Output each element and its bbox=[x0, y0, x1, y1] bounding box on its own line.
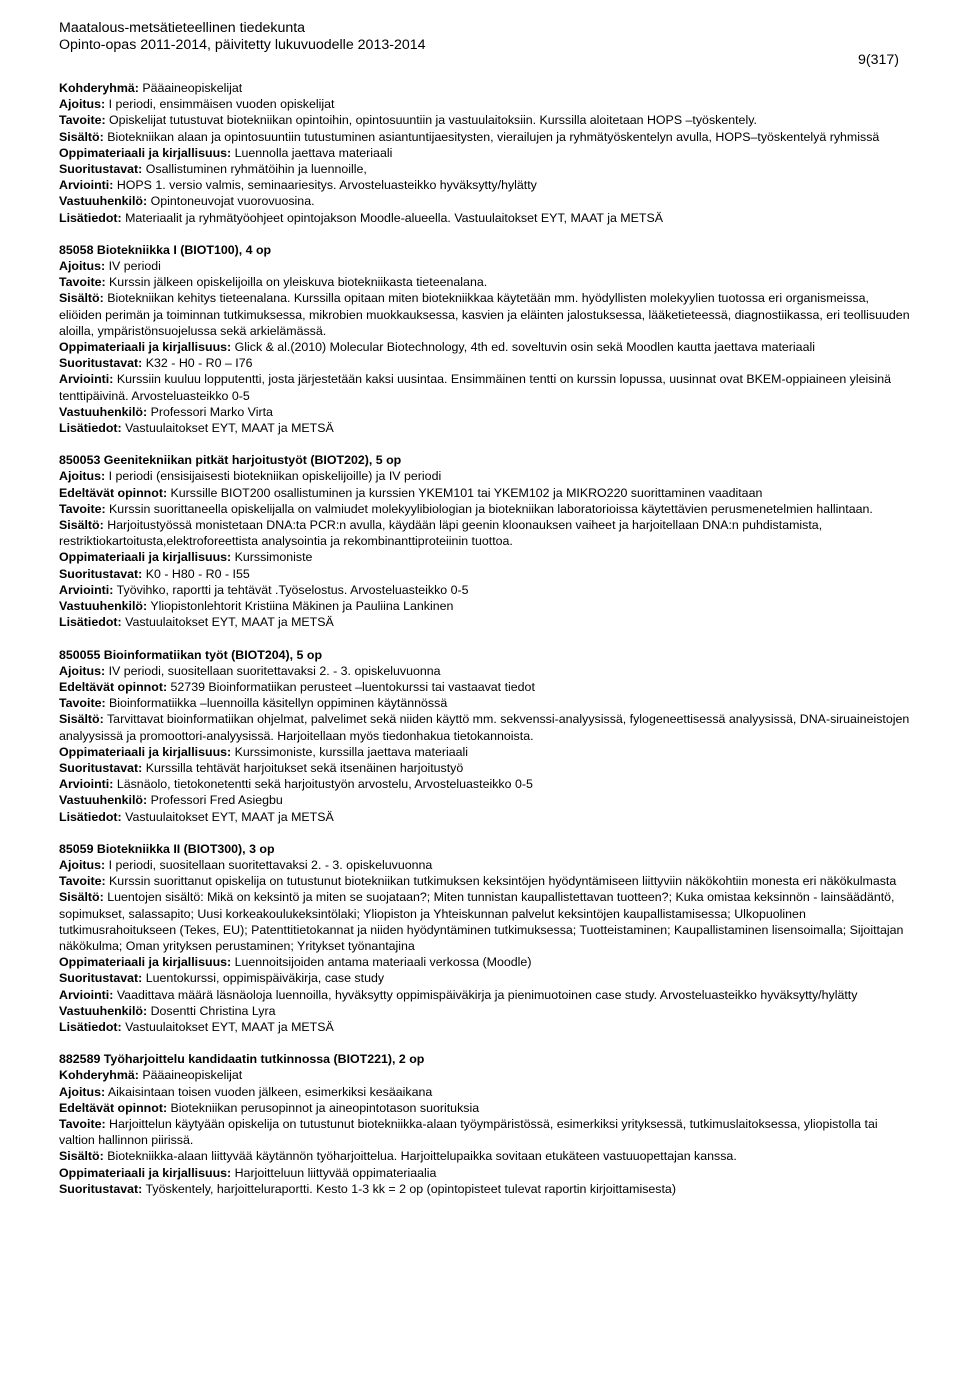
field-value: Biotekniikka-alaan liittyvää käytännön työharjoittelua. Harjoittelupaikka sovitaan etukäteen vastuuopettajan kanssa. bbox=[103, 1149, 737, 1164]
field-oppimateriaali-ja-kirjallisuus bbox=[59, 145, 911, 161]
field-value: Materiaalit ja ryhmätyöohjeet opintojakson Moodle-alueella. Vastuulaitokset EYT, MAAT ja METSÄ bbox=[121, 210, 663, 225]
field-label: Lisätiedot: bbox=[59, 809, 122, 824]
field-lisatiedot bbox=[59, 614, 911, 630]
field-value: Pääaineopiskelijat bbox=[138, 81, 243, 95]
field-label: Sisältö: bbox=[59, 1149, 104, 1164]
field-tavoite bbox=[59, 695, 911, 711]
field-value: Vastuulaitokset EYT, MAAT ja METSÄ bbox=[121, 1019, 334, 1034]
field-value: Vastuulaitokset EYT, MAAT ja METSÄ bbox=[121, 809, 334, 824]
field-label: Ajoitus: bbox=[59, 857, 106, 872]
field-label: Vastuuhenkilö: bbox=[59, 793, 148, 808]
field-label: Sisältö: bbox=[59, 890, 104, 905]
field-value: Osallistuminen ryhmätöihin ja luennoille, bbox=[142, 162, 367, 177]
field-label: Oppimateriaali ja kirjallisuus: bbox=[59, 340, 232, 355]
field-value: Kurssimoniste bbox=[231, 550, 313, 565]
field-value: Kurssiin kuuluu lopputentti, josta järjestetään kaksi uusintaa. Ensimmäinen tentti on kurssin lopussa, uusinnat ovat BKEM-oppiaineen yleisinä tenttipäivinä. Arvosteluasteikko 0-5 bbox=[59, 372, 891, 403]
field-sisalto bbox=[59, 711, 911, 743]
field-value: Glick & al.(2010) Molecular Biotechnology, 4th ed. soveltuvin osin sekä Moodlen kautta jaettava materiaali bbox=[231, 340, 815, 355]
field-label: Suoritustavat: bbox=[59, 566, 143, 581]
field-label: Lisätiedot: bbox=[59, 1019, 122, 1034]
field-value: Vastuulaitokset EYT, MAAT ja METSÄ bbox=[121, 421, 334, 436]
course-title: 850053 Geenitekniikan pitkät harjoitustyöt (BIOT202), 5 op bbox=[59, 453, 402, 468]
field-label: Sisältö: bbox=[59, 291, 104, 306]
page-number: 9(317) bbox=[857, 52, 899, 68]
field-value: Kurssimoniste, kurssilla jaettava materiaali bbox=[231, 744, 469, 759]
field-lisatiedot bbox=[59, 809, 911, 825]
field-label: Sisältö: bbox=[59, 518, 104, 533]
field-suoritustavat bbox=[59, 970, 911, 986]
field-value: Biotekniikan alaan ja opintosuuntiin tutustuminen asiantuntijaesitysten, vierailujen ja ryhmätyöskentelyn avulla, HOPS–työskentelyä ryhmissä bbox=[103, 129, 880, 144]
field-vastuuhenkilo bbox=[59, 598, 911, 614]
field-lisatiedot bbox=[59, 420, 911, 436]
field-value: Yliopistonlehtorit Kristiina Mäkinen ja Pauliina Lankinen bbox=[147, 599, 454, 614]
course-title: 85058 Biotekniikka I (BIOT100), 4 op bbox=[59, 242, 272, 257]
field-value: Työvihko, raportti ja tehtävät .Työselostus. Arvosteluasteikko 0-5 bbox=[113, 582, 469, 597]
field-suoritustavat bbox=[59, 161, 911, 177]
field-label: Lisätiedot: bbox=[59, 421, 122, 436]
section-gap bbox=[59, 825, 911, 841]
guide-title: Opinto-opas 2011-2014, päivitetty lukuvuodelle 2013-2014 bbox=[59, 37, 426, 53]
field-value: Harjoitteluun liittyvää oppimateriaalia bbox=[231, 1165, 437, 1180]
field-tavoite bbox=[59, 873, 911, 889]
field-value: IV periodi, suositellaan suoritettavaksi 2. - 3. opiskeluvuonna bbox=[105, 663, 441, 678]
field-oppimateriaali-ja-kirjallisuus bbox=[59, 549, 911, 565]
field-value: Kurssin jälkeen opiskelijoilla on yleiskuva biotekniikasta tieteenalana. bbox=[105, 275, 488, 290]
field-sisalto bbox=[59, 129, 911, 145]
field-arviointi bbox=[59, 177, 911, 193]
course-section bbox=[59, 841, 911, 1035]
field-value: I periodi (ensisijaisesti biotekniikan opiskelijoille) ja IV periodi bbox=[105, 469, 442, 484]
field-sisalto bbox=[59, 517, 911, 549]
course-title: 85059 Biotekniikka II (BIOT300), 3 op bbox=[59, 841, 275, 856]
field-label: Suoritustavat: bbox=[59, 162, 143, 177]
field-label: Vastuuhenkilö: bbox=[59, 599, 148, 614]
field-value: Professori Marko Virta bbox=[147, 404, 273, 419]
field-suoritustavat bbox=[59, 1181, 911, 1197]
field-label: Suoritustavat: bbox=[59, 1181, 143, 1196]
field-ajoitus bbox=[59, 468, 911, 484]
field-ajoitus bbox=[59, 857, 911, 873]
field-value: I periodi, suositellaan suoritettavaksi 2. - 3. opiskeluvuonna bbox=[105, 857, 433, 872]
field-vastuuhenkilo bbox=[59, 404, 911, 420]
field-label: Arviointi: bbox=[59, 372, 114, 387]
field-label: Edeltävät opinnot: bbox=[59, 1100, 168, 1115]
field-label: Tavoite: bbox=[59, 501, 106, 516]
field-oppimateriaali-ja-kirjallisuus bbox=[59, 954, 911, 970]
field-value: Luentokurssi, oppimispäiväkirja, case study bbox=[142, 971, 385, 986]
field-value: Luennolla jaettava materiaali bbox=[231, 145, 393, 160]
field-value: Dosentti Christina Lyra bbox=[147, 1003, 276, 1018]
field-label: Ajoitus: bbox=[59, 1084, 106, 1099]
field-value: Luentojen sisältö: Mikä on keksintö ja miten se suojataan?; Miten tunnistan kaupallistettavan tuotteen?; Kuka omistaa keksinnön - lainsäädäntö, sopimukset, salassapito; Uusi korkeakoulukeksintölaki; Yliopiston ja Yhteiskunnan palvelut keksintöjen kaupallistamisessa; Ulkopuolinen tutkimusrahoitukseen (Tekes, EU); Patenttitietokannat ja niiden hyödyntäminen tutkimuksessa; Tuotteistaminen; Kaupallistaminen lisensoimalla; Sijoittajan näkökulma; Oman yrityksen perustaminen; Yritykset työnantajina bbox=[59, 890, 904, 953]
field-label: Vastuuhenkilö: bbox=[59, 194, 148, 209]
field-tavoite bbox=[59, 274, 911, 290]
field-vastuuhenkilo bbox=[59, 193, 911, 209]
field-vastuuhenkilo bbox=[59, 1003, 911, 1019]
field-label: Oppimateriaali ja kirjallisuus: bbox=[59, 1165, 232, 1180]
field-suoritustavat bbox=[59, 566, 911, 582]
field-tavoite bbox=[59, 501, 911, 517]
field-oppimateriaali-ja-kirjallisuus bbox=[59, 744, 911, 760]
field-ajoitus bbox=[59, 96, 911, 112]
field-value: Harjoitustyössä monistetaan DNA:ta PCR:n avulla, käydään läpi geenin kloonauksen vaiheet ja harjoitellaan DNA:n puhdistamista, restriktiokartoitusta,elektroforeettista analysointia ja rekombinanttiproteiinin tuottoa. bbox=[59, 518, 823, 549]
field-ajoitus bbox=[59, 1084, 911, 1100]
course-list bbox=[59, 226, 911, 1197]
field-value: Biotekniikan perusopinnot ja aineopintotason suorituksia bbox=[167, 1100, 480, 1115]
field-value: Professori Fred Asiegbu bbox=[147, 793, 283, 808]
field-oppimateriaali-ja-kirjallisuus bbox=[59, 1165, 911, 1181]
field-label: Tavoite: bbox=[59, 275, 106, 290]
field-value: I periodi, ensimmäisen vuoden opiskelijat bbox=[105, 97, 335, 112]
field-value: K0 - H80 - R0 - I55 bbox=[142, 566, 250, 581]
field-tavoite bbox=[59, 1116, 911, 1148]
field-value: Vaadittava määrä läsnäoloja luennoilla, hyväksytty oppimispäiväkirja ja pienimuotoinen case study. Arvosteluasteikko hyväksytty/hylätty bbox=[113, 987, 858, 1002]
document-body bbox=[59, 80, 911, 1197]
field-kohderyhma bbox=[59, 80, 911, 96]
section-gap bbox=[59, 436, 911, 452]
field-label: Ajoitus: bbox=[59, 259, 106, 274]
field-value: Läsnäolo, tietokonetentti sekä harjoitustyön arvostelu, Arvosteluasteikko 0-5 bbox=[113, 777, 533, 792]
field-arviointi bbox=[59, 987, 911, 1003]
field-tavoite bbox=[59, 112, 911, 128]
field-label: Edeltävät opinnot: bbox=[59, 485, 168, 500]
field-label: Suoritustavat: bbox=[59, 760, 143, 775]
field-label: Arviointi: bbox=[59, 178, 114, 193]
field-value: Luennoitsijoiden antama materiaali verkossa (Moodle) bbox=[231, 955, 532, 970]
section-gap bbox=[59, 631, 911, 647]
field-ajoitus bbox=[59, 258, 911, 274]
field-value: K32 - H0 - R0 – I76 bbox=[142, 356, 253, 371]
course-section bbox=[59, 242, 911, 436]
field-value: Kurssilla tehtävät harjoitukset sekä itsenäinen harjoitustyö bbox=[142, 760, 464, 775]
field-value: Opiskelijat tutustuvat biotekniikan opintoihin, opintosuuntiin ja vastuulaitoksiin. Kurssilla aloitetaan HOPS –työskentely. bbox=[105, 113, 757, 128]
field-ajoitus bbox=[59, 663, 911, 679]
field-value: Pääaineopiskelijat bbox=[138, 1068, 243, 1083]
field-label: Ajoitus: bbox=[59, 97, 106, 112]
field-label: Ajoitus: bbox=[59, 469, 106, 484]
field-value: Kurssille BIOT200 osallistuminen ja kurssien YKEM101 tai YKEM102 ja MIKRO220 suorittaminen vaaditaan bbox=[167, 485, 763, 500]
field-value: Kurssin suorittaneella opiskelijalla on valmiudet molekyylibiologian ja biotekniikan laboratorioissa käytettävien perusmenetelmien hallintaan. bbox=[105, 501, 873, 516]
field-label: Arviointi: bbox=[59, 582, 114, 597]
field-arviointi bbox=[59, 776, 911, 792]
field-label: Tavoite: bbox=[59, 113, 106, 128]
document-header bbox=[59, 20, 426, 54]
field-value: Tarvittavat bioinformatiikan ohjelmat, palvelimet sekä niiden käyttö mm. sekvenssi-analyysissä, fylogeneettisessä analyysissä, DNA-siruaineistojen analyysissä ja promoottori-analyysissä. Harjoitellaan myös tiedonhakua tietokannoista. bbox=[59, 712, 910, 743]
field-label: Vastuuhenkilö: bbox=[59, 1003, 148, 1018]
field-label: Suoritustavat: bbox=[59, 971, 143, 986]
field-sisalto bbox=[59, 1148, 911, 1164]
field-label: Ajoitus: bbox=[59, 663, 106, 678]
course-section bbox=[59, 452, 911, 630]
field-value: Biotekniikan kehitys tieteenalana. Kurssilla opitaan miten biotekniikkaa käytetään mm. hyödyllisten molekyylien tuotossa eri organismeissa, eliöiden perimän ja toiminnan tutkimuksessa, mikrobien muokkauksessa, kasvien ja eläinten jalostuksessa, lääketieteessä, diagnostiikassa, eri teollisuuden aloilla, ympäristönsuojelussa sekä arkielämässä. bbox=[59, 291, 910, 338]
field-suoritustavat bbox=[59, 760, 911, 776]
field-edeltavat-opinnot bbox=[59, 485, 911, 501]
field-label: Sisältö: bbox=[59, 712, 104, 727]
field-label: Tavoite: bbox=[59, 874, 106, 889]
field-suoritustavat bbox=[59, 355, 911, 371]
course-section bbox=[59, 1051, 911, 1197]
field-kohderyhma bbox=[59, 1067, 911, 1083]
course-title: 850055 Bioinformatiikan työt (BIOT204), 5 op bbox=[59, 647, 323, 662]
field-label: Vastuuhenkilö: bbox=[59, 404, 148, 419]
field-label: Oppimateriaali ja kirjallisuus: bbox=[59, 744, 232, 759]
field-label: Lisätiedot: bbox=[59, 210, 122, 225]
field-sisalto bbox=[59, 290, 911, 339]
field-edeltavat-opinnot bbox=[59, 679, 911, 695]
section-gap bbox=[59, 226, 911, 242]
field-label: Lisätiedot: bbox=[59, 615, 122, 630]
field-value: Työskentely, harjoitteluraportti. Kesto 1-3 kk = 2 op (opintopisteet tulevat raportin kirjoittamisesta) bbox=[142, 1181, 676, 1196]
field-vastuuhenkilo bbox=[59, 792, 911, 808]
field-label: Tavoite: bbox=[59, 696, 106, 711]
field-value: HOPS 1. versio valmis, seminaariesitys. Arvosteluasteikko hyväksytty/hylätty bbox=[113, 178, 537, 193]
field-value: 52739 Bioinformatiikan perusteet –luentokurssi tai vastaavat tiedot bbox=[167, 679, 535, 694]
field-label: Kohderyhmä: bbox=[59, 1068, 139, 1083]
field-lisatiedot bbox=[59, 210, 911, 226]
field-value: Aikaisintaan toisen vuoden jälkeen, esimerkiksi kesäaikana bbox=[105, 1084, 433, 1099]
field-label: Oppimateriaali ja kirjallisuus: bbox=[59, 955, 232, 970]
field-lisatiedot bbox=[59, 1019, 911, 1035]
field-value: IV periodi bbox=[105, 259, 161, 274]
field-label: Tavoite: bbox=[59, 1116, 106, 1131]
course-section bbox=[59, 647, 911, 825]
faculty-name: Maatalous-metsätieteellinen tiedekunta bbox=[59, 20, 306, 36]
field-label: Edeltävät opinnot: bbox=[59, 679, 168, 694]
field-label: Kohderyhmä: bbox=[59, 81, 139, 95]
field-oppimateriaali-ja-kirjallisuus bbox=[59, 339, 911, 355]
intro-section bbox=[59, 80, 911, 226]
field-label: Oppimateriaali ja kirjallisuus: bbox=[59, 550, 232, 565]
field-sisalto bbox=[59, 889, 911, 954]
section-gap bbox=[59, 1035, 911, 1051]
field-label: Sisältö: bbox=[59, 129, 104, 144]
field-value: Kurssin suorittanut opiskelija on tutustunut biotekniikan tutkimuksen keksintöjen hyödyntämiseen liittyviin näkökohtiin monesta eri näkökulmasta bbox=[105, 874, 897, 889]
field-edeltavat-opinnot bbox=[59, 1100, 911, 1116]
field-label: Arviointi: bbox=[59, 987, 114, 1002]
field-value: Harjoittelun käytyään opiskelija on tutustunut biotekniikka-alaan työympäristössä, esimerkiksi yrityksessä, tutkimuslaitoksessa, yliopistolla tai valtion hallinnon piirissä. bbox=[59, 1116, 878, 1148]
field-value: Bioinformatiikka –luennoilla käsitellyn oppiminen käytännössä bbox=[105, 696, 448, 711]
field-arviointi bbox=[59, 582, 911, 598]
field-value: Opintoneuvojat vuorovuosina. bbox=[147, 194, 315, 209]
field-arviointi bbox=[59, 371, 911, 403]
field-label: Arviointi: bbox=[59, 777, 114, 792]
field-label: Oppimateriaali ja kirjallisuus: bbox=[59, 145, 232, 160]
field-label: Suoritustavat: bbox=[59, 356, 143, 371]
field-value: Vastuulaitokset EYT, MAAT ja METSÄ bbox=[121, 615, 334, 630]
course-title: 882589 Työharjoittelu kandidaatin tutkinnossa (BIOT221), 2 op bbox=[59, 1052, 425, 1067]
